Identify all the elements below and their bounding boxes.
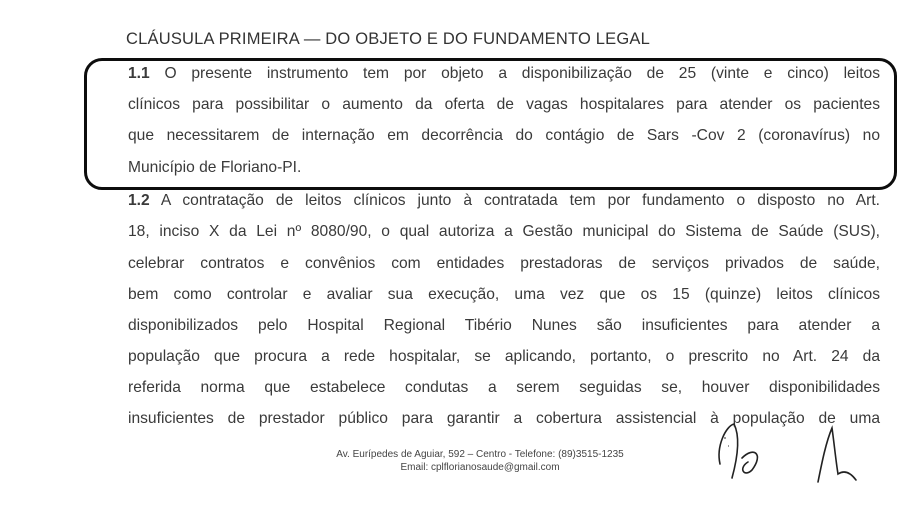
clause-1-1-text: O presente instrumento tem por objeto a disponibilização de 25 (vinte e cinco) leitos xyxy=(164,65,880,82)
clause-1-2-line-1 xyxy=(128,191,880,211)
clause-1-1-line-3: que necessitarem de internação em decorrência do contágio de Sars -Cov 2 (coronavírus) no xyxy=(128,127,880,144)
clause-1-2-line-6: população que procura a rede hospitalar, se aplicando, portanto, o prescrito no Art. 24 da xyxy=(128,348,880,365)
clause-1-2-number: 1.2 xyxy=(128,192,150,209)
clause-1-1-line-4: Município de Floriano-PI. xyxy=(128,159,302,176)
clause-1-2-line-7: referida norma que estabelece condutas a serem seguidas se, houver disponibilidades xyxy=(128,379,880,396)
clause-1-2-line-5: disponibilizados pelo Hospital Regional Tibério Nunes são insuficientes para atender a xyxy=(128,317,880,334)
clause-heading: CLÁUSULA PRIMEIRA — DO OBJETO E DO FUNDAMENTO LEGAL xyxy=(126,30,650,48)
clause-1-1-line-2: clínicos para possibilitar o aumento da oferta de vagas hospitalares para atender os pacientes xyxy=(128,96,880,113)
clause-1-2-line-8: insuficientes de prestador público para garantir a cobertura assistencial à população de uma xyxy=(128,410,880,427)
clause-1-2-line-4: bem como controlar e avaliar sua execução, uma vez que os 15 (quinze) leitos clínicos xyxy=(128,286,880,303)
clause-1-2-line-3: celebrar contratos e convênios com entidades prestadoras de serviços privados de saúde, xyxy=(128,255,880,272)
signature-initials-1 xyxy=(712,416,782,486)
clause-1-1-number: 1.1 xyxy=(128,65,150,82)
clause-1-2-text: A contratação de leitos clínicos junto à contratada tem por fundamento o disposto no Art. xyxy=(160,192,880,209)
footer-address: Av. Eurípedes de Aguiar, 592 – Centro - Telefone: (89)3515-1235 xyxy=(336,449,624,460)
footer-email: Email: cplflorianosaude@gmail.com xyxy=(400,462,560,473)
clause-1-2-line-2: 18, inciso X da Lei nº 8080/90, o qual autoriza a Gestão municipal do Sistema de Saúde (SUS), xyxy=(128,223,880,240)
signature-initials-2 xyxy=(808,422,868,488)
clause-1-1-line-1 xyxy=(128,64,880,84)
